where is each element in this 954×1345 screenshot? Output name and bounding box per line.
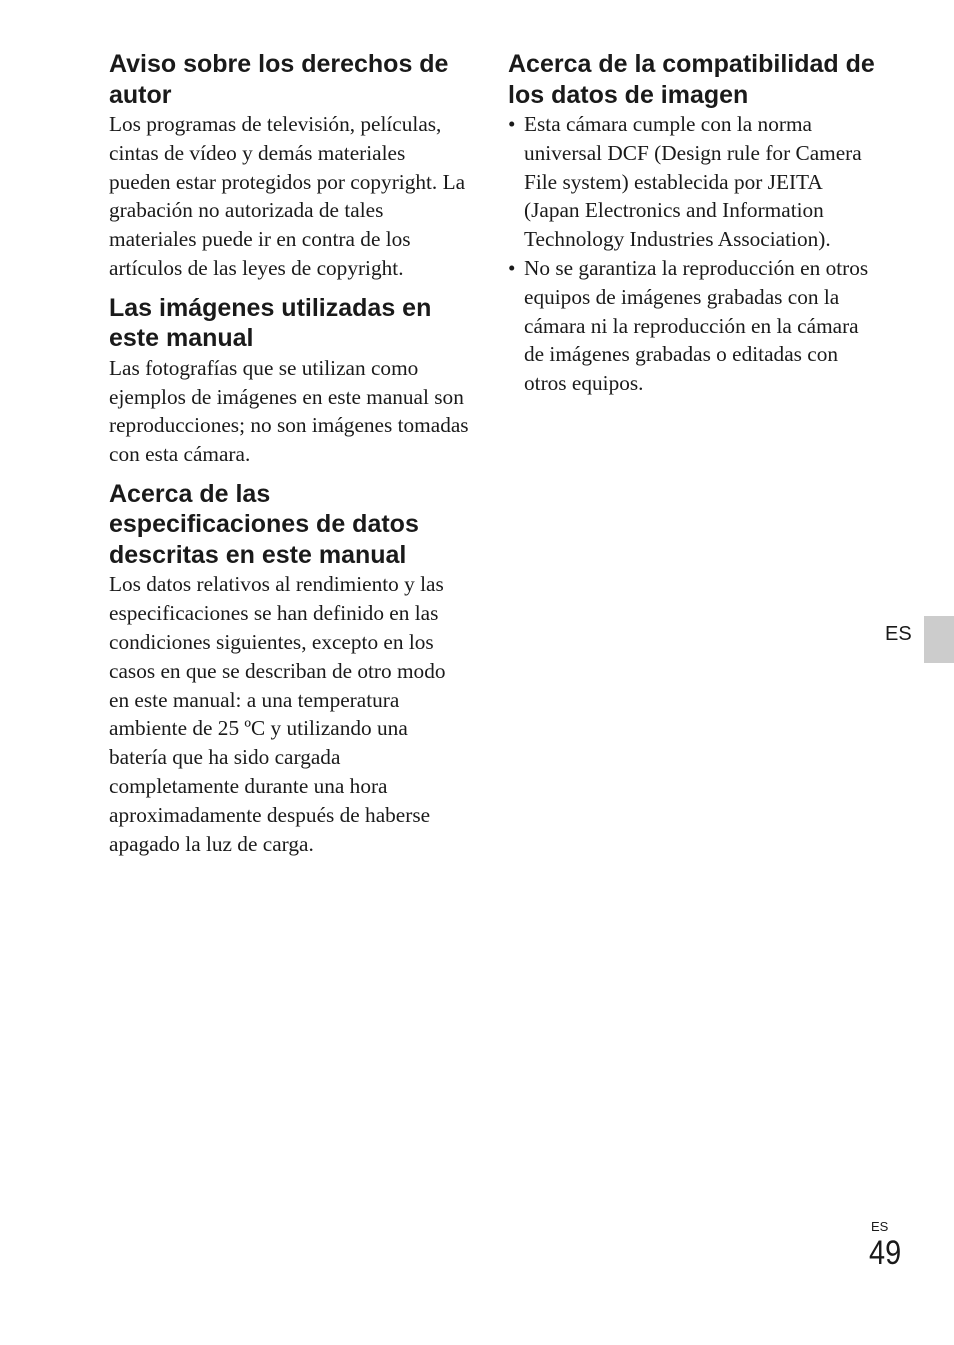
- section-heading: Aviso sobre los derechos de autor: [109, 50, 449, 109]
- section-body: Los programas de televisión, películas, cintas de vídeo y demás materiales pueden estar protegidos por copyright. La grabación no autorizada de tales materiales puede ir en contra de los artículos de las leyes de copyright.: [109, 112, 466, 280]
- list-item-text: Esta cámara cumple con la norma universal DCF (Design rule for Camera File system) establecida por JEITA (Japan Electronics and Information Technology Industries Association).: [524, 112, 862, 252]
- right-column: [508, 49, 878, 408]
- section-heading: Las imágenes utilizadas en este manual: [109, 293, 432, 353]
- data-specifications-section: [109, 479, 469, 858]
- language-tab-marker: [924, 616, 954, 663]
- section-body: Las fotografías que se utilizan como ejemplos de imágenes en este manual son reproducciones; no son imágenes tomadas con esta cámara.: [109, 355, 469, 467]
- section-heading: Acerca de las especificaciones de datos descritas en este manual: [109, 479, 419, 569]
- image-data-compatibility-section: [508, 49, 878, 398]
- bullet-icon: •: [508, 112, 516, 136]
- bullet-list: [508, 110, 878, 398]
- left-column: [109, 49, 469, 868]
- language-tab-label: ES: [885, 623, 912, 645]
- bullet-icon: •: [508, 255, 516, 280]
- page-number: 49: [869, 1234, 902, 1272]
- section-body: Los datos relativos al rendimiento y las especificaciones se han definido en las condiciones siguientes, excepto en los casos en que se describan de otro modo en este manual: a una temperatura ambiente de 25 ºC y utilizando una batería que ha sido cargada completamente durante una hora aproximadamente después de haberse apagado la luz de carga.: [109, 572, 446, 856]
- copyright-notice-section: [109, 49, 469, 283]
- footer-language: ES: [871, 1219, 889, 1234]
- list-item: [508, 254, 878, 398]
- list-item: [508, 110, 878, 254]
- list-item-text: No se garantiza la reproducción en otros equipos de imágenes grabadas con la cámara ni la reproducción en la cámara de imágenes grabadas o editadas con otros equipos.: [524, 255, 869, 396]
- manual-images-section: [109, 293, 469, 469]
- section-heading: Acerca de la compatibilidad de los datos de imagen: [508, 50, 875, 109]
